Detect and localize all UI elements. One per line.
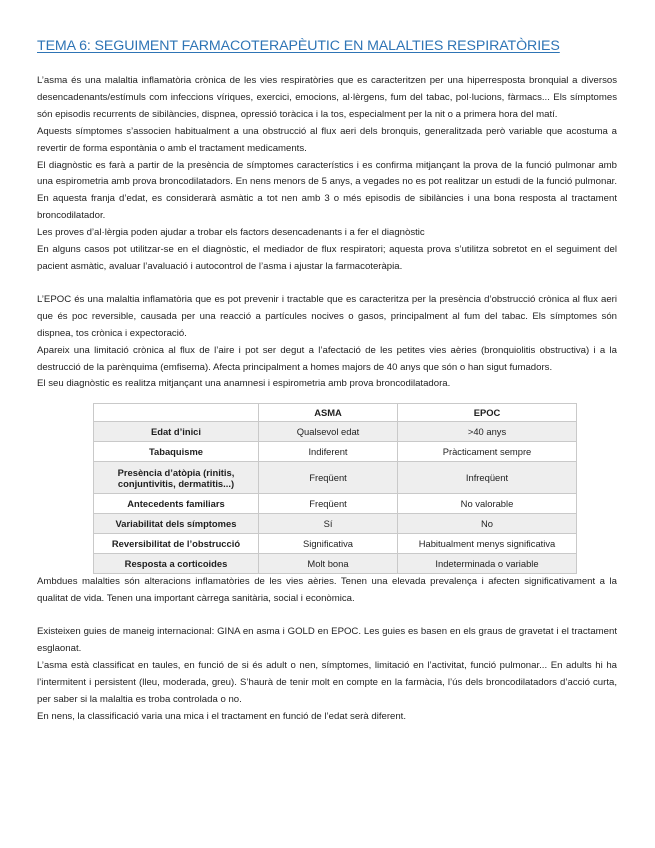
table-row — [94, 442, 577, 462]
table-header-cell: EPOC — [398, 404, 577, 422]
table-row — [94, 534, 577, 554]
table-cell: Molt bona — [259, 554, 398, 574]
paragraph: En alguns casos pot utilitzar-se en el diagnòstic, el mediador de flux respiratori; aquesta prova s’utilitza sobretot en el seguiment del pacient asmàtic, avaluar l’avaluació i autocontrol de l’asma i ajustar la farmacoteràpia. — [37, 244, 617, 272]
table-row-label: Antecedents familiars — [94, 494, 259, 514]
table-row-label: Reversibilitat de l’obstrucció — [94, 534, 259, 554]
document-page — [37, 38, 617, 726]
table-row-label: Tabaquisme — [94, 442, 259, 462]
comparison-table — [93, 403, 577, 574]
table-cell: No valorable — [398, 494, 577, 514]
paragraph: L’EPOC és una malaltia inflamatòria que es pot prevenir i tractable que es caracteritza per la presència d’obstrucció crònica al flux aeri que és poc reversible, causada per una reacció a partícules nocives o gasos, principalment al fum del tabac. Els símptomes són dispnea, tos crònica i expectoració. — [37, 293, 617, 339]
table-cell: Habitualment menys significativa — [398, 534, 577, 554]
table-row — [94, 462, 577, 494]
page-title: TEMA 6: SEGUIMENT FARMACOTERAPÈUTIC EN MALALTIES RESPIRATÒRIES — [37, 38, 560, 54]
paragraph: Aquests símptomes s’associen habitualment a una obstrucció al flux aeri dels bronquis, generalitzada però variable que acostuma a revertir de forma espontània o amb el tractament medicaments. — [37, 125, 617, 154]
table-cell: Qualsevol edat — [259, 422, 398, 442]
table-cell: No — [398, 514, 577, 534]
table-header-row — [94, 404, 577, 422]
table-cell: Freqüent — [259, 462, 398, 494]
table-row — [94, 514, 577, 534]
table-cell: >40 anys — [398, 422, 577, 442]
table-row-label: Edat d’inici — [94, 422, 259, 442]
paragraph: Existeixen guies de maneig internacional: GINA en asma i GOLD en EPOC. Les guies es basen en els graus de gravetat i el tractament esglaonat. — [37, 626, 617, 655]
paragraph: En nens, la classificació varia una mica i el tractament en funció de l’edat serà diferent. — [37, 710, 407, 722]
table-cell: Pràcticament sempre — [398, 442, 577, 462]
table-row — [94, 554, 577, 574]
table-row — [94, 494, 577, 514]
table-cell: Significativa — [259, 534, 398, 554]
table-cell: Indiferent — [259, 442, 398, 462]
paragraph: L’asma és una malaltia inflamatòria crònica de les vies respiratòries que es caracteritzen per una hiperresposta bronquial a diversos desencadenants/estímuls com infeccions víriques, exercici, emocions, al·lèrgens, fum del tabac, pol·lucions, fàrmacs... Els símptomes són episodis recurrents de sibilàncies, dispnea, opressió toràcica i la tos, especialment per la nit o a primera hora del matí. — [37, 75, 617, 120]
table-header-cell: ASMA — [259, 404, 398, 422]
paragraph: El seu diagnòstic es realitza mitjançant una anamnesi i espirometria amb prova broncodilatadora. — [37, 378, 451, 390]
paragraph: L’asma està classificat en taules, en funció de si és adult o nen, símptomes, limitació en l’activitat, funció pulmonar... En adults hi ha l’intermitent i persistent (lleu, moderada, greu). S’haurà de tenir molt en compte en la farmàcia, l’ús dels broncodilatadors d’acció curta, per saber si la malaltia es troba controlada o no. — [37, 659, 617, 705]
table-cell: Sí — [259, 514, 398, 534]
paragraph: Les proves d’al·lèrgia poden ajudar a trobar els factors desencadenants i a fer el diagnòstic — [37, 227, 425, 239]
paragraph: El diagnòstic es farà a partir de la presència de símptomes característics i es confirma mitjançant la prova de la funció pulmonar amb una espirometria amb prova broncodilatadors. En nens menors de 5 anys, a vegades no es pot realitzar un estudi de la funció pulmonar. En aquesta franja d’edat, es considerarà asmàtic a tot nen amb 3 o més episodis de sibilàncies i una bona resposta al tractament broncodilatador. — [37, 159, 617, 222]
table-row — [94, 422, 577, 442]
document-body — [37, 73, 617, 726]
paragraph: Apareix una limitació crònica al flux de l’aire i pot ser degut a l’afectació de les petites vies aèries (bronquiolitis obstructiva) i a la destrucció de la parènquima (emfisema). Afecta principalment a homes majors de 40 anys que són o han sigut fumadors. — [37, 344, 617, 373]
table-cell: Indeterminada o variable — [398, 554, 577, 574]
table-cell: Freqüent — [259, 494, 398, 514]
table-header-cell — [94, 404, 259, 422]
table-row-label: Resposta a corticoides — [94, 554, 259, 574]
table-row-label: Presència d’atòpia (rinitis, conjuntivitis, dermatitis...) — [94, 462, 259, 494]
paragraph: Ambdues malalties són alteracions inflamatòries de les vies aèries. Tenen una elevada prevalença i afecten significativament a la qualitat de vida. Tenen una important càrrega sanitària, social i econòmica. — [37, 576, 617, 605]
table-cell: Infreqüent — [398, 462, 577, 494]
table-row-label: Variabilitat dels símptomes — [94, 514, 259, 534]
